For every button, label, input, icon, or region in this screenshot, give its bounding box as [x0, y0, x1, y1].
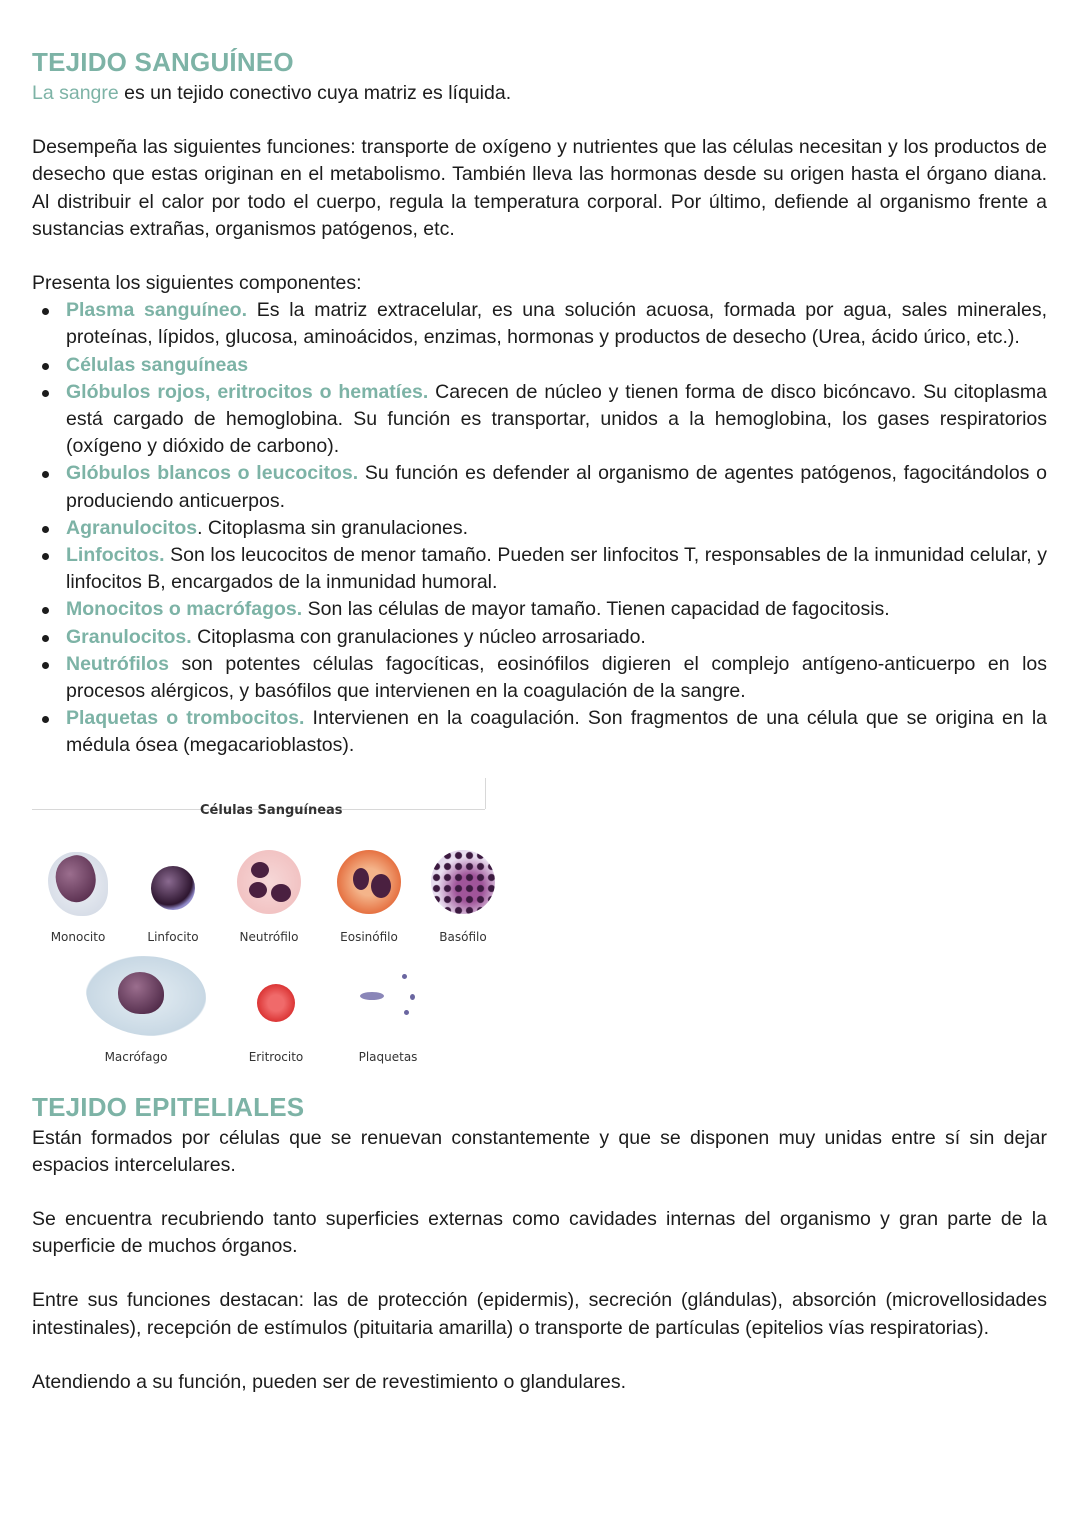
component-list-item	[66, 596, 1047, 623]
component-list-item	[66, 297, 1047, 351]
section-title-tejido-epiteliales: TEJIDO EPITELIALES	[32, 1091, 305, 1122]
epitelial-paragraph-4: Atendiendo a su función, pueden ser de revestimiento o glandulares.	[32, 1370, 627, 1393]
component-label: Granulocitos.	[66, 625, 192, 648]
component-label: Plaquetas o trombocitos.	[66, 707, 305, 730]
document-page	[32, 44, 1047, 1396]
component-text: Son los leucocitos de menor tamaño. Pueden ser linfocitos T, responsables de la inmunidad celular, y linfocitos B, encargados de la inmunidad humoral.	[66, 544, 1047, 594]
components-intro: Presenta los siguientes componentes:	[32, 272, 362, 295]
component-label: Glóbulos rojos, eritrocitos o hematíes.	[66, 380, 429, 403]
section-title-tejido-sanguineo: TEJIDO SANGUÍNEO	[32, 47, 294, 77]
component-text: Carecen de núcleo y tienen forma de disco bicóncavo. Su citoplasma está cargado de hemoglobina. Su función es transportar, unidos a la hemoglobina, los gases respiratorios (oxígeno y dióxido de carbono).	[66, 380, 1048, 458]
component-text: son potentes células fagocíticas, eosinófilos digieren el complejo antígeno-anticuerpo en los procesos alérgicos, y basófilos que intervienen en la coagulación de la sangre.	[66, 652, 1047, 703]
epitelial-paragraph-3: Entre sus funciones destacan: las de protección (epidermis), secreción (glándulas), absorción (microvellosidades intestinales), recepción de estímulos (pituitaria amarilla) o transporte de partículas (epitelios vías respiratorias).	[32, 1289, 1047, 1339]
component-text: Su función es defender al organismo de agentes patógenos, fagocitándolos o produciendo anticuerpos.	[66, 462, 1047, 512]
components-list	[32, 297, 1047, 759]
component-list-item	[66, 352, 1047, 379]
component-label: Linfocitos.	[66, 544, 165, 567]
component-label: Plasma sanguíneo.	[66, 299, 247, 322]
component-text: Es la matriz extracelular, es una solución acuosa, formada por agua, sales minerales, proteínas, lípidos, glucosa, aminoácidos, enzimas, hormonas y productos de desecho (Urea, ácido úrico, etc.).	[66, 299, 1047, 349]
component-list-item	[66, 460, 1047, 514]
epitelial-paragraph-1: Están formados por células que se renuevan constantemente y que se disponen muy unidas entre sí sin dejar espacios intercelulares.	[32, 1126, 1047, 1176]
component-label: Glóbulos blancos o leucocitos.	[66, 462, 359, 485]
functions-paragraph: Desempeña las siguientes funciones: transporte de oxígeno y nutrientes que las células necesitan y los productos de desecho que estas originan en el metabolismo. También lleva las hormonas desde su origen hasta el órgano diana. Al distribuir el calor por todo el cuerpo, regula la temperatura corporal. Por último, defiende al organismo frente a sustancias extrañas, organismos patógenos, etc.	[32, 136, 1047, 240]
component-label: Células sanguíneas	[66, 353, 249, 376]
component-text: . Citoplasma sin granulaciones.	[197, 516, 469, 539]
component-list-item	[66, 705, 1047, 759]
component-label: Monocitos o macrófagos.	[66, 598, 303, 621]
component-text: Son las células de mayor tamaño. Tienen capacidad de fagocitosis.	[302, 598, 890, 621]
component-label: Neutrófilos	[66, 652, 169, 675]
component-text: Intervienen en la coagulación. Son fragmentos de una célula que se origina en la médula ósea (megacarioblastos).	[66, 707, 1048, 757]
intro-accent: La sangre	[32, 82, 119, 104]
figure-title: Células Sanguíneas	[200, 802, 343, 818]
component-list-item	[66, 379, 1047, 461]
intro-text: es un tejido conectivo cuya matriz es líquida.	[118, 82, 512, 104]
epitelial-paragraph-2: Se encuentra recubriendo tanto superficies externas como cavidades internas del organismo y gran parte de la superficie de muchos órganos.	[32, 1208, 1047, 1258]
intro-paragraph	[32, 80, 1047, 107]
component-list-item	[66, 651, 1047, 705]
blood-cells-figure: Células Sanguíneas Monocito Linfocito Neutrófilo Eosinófilo Basófilo Macrófago Eritrocito Plaquetas	[32, 778, 492, 1063]
component-text: Citoplasma con granulaciones y núcleo arrosariado.	[191, 625, 646, 648]
component-label: Agranulocitos	[66, 516, 198, 539]
component-list-item	[66, 542, 1047, 596]
component-list-item	[66, 624, 1047, 651]
component-list-item	[66, 515, 1047, 542]
